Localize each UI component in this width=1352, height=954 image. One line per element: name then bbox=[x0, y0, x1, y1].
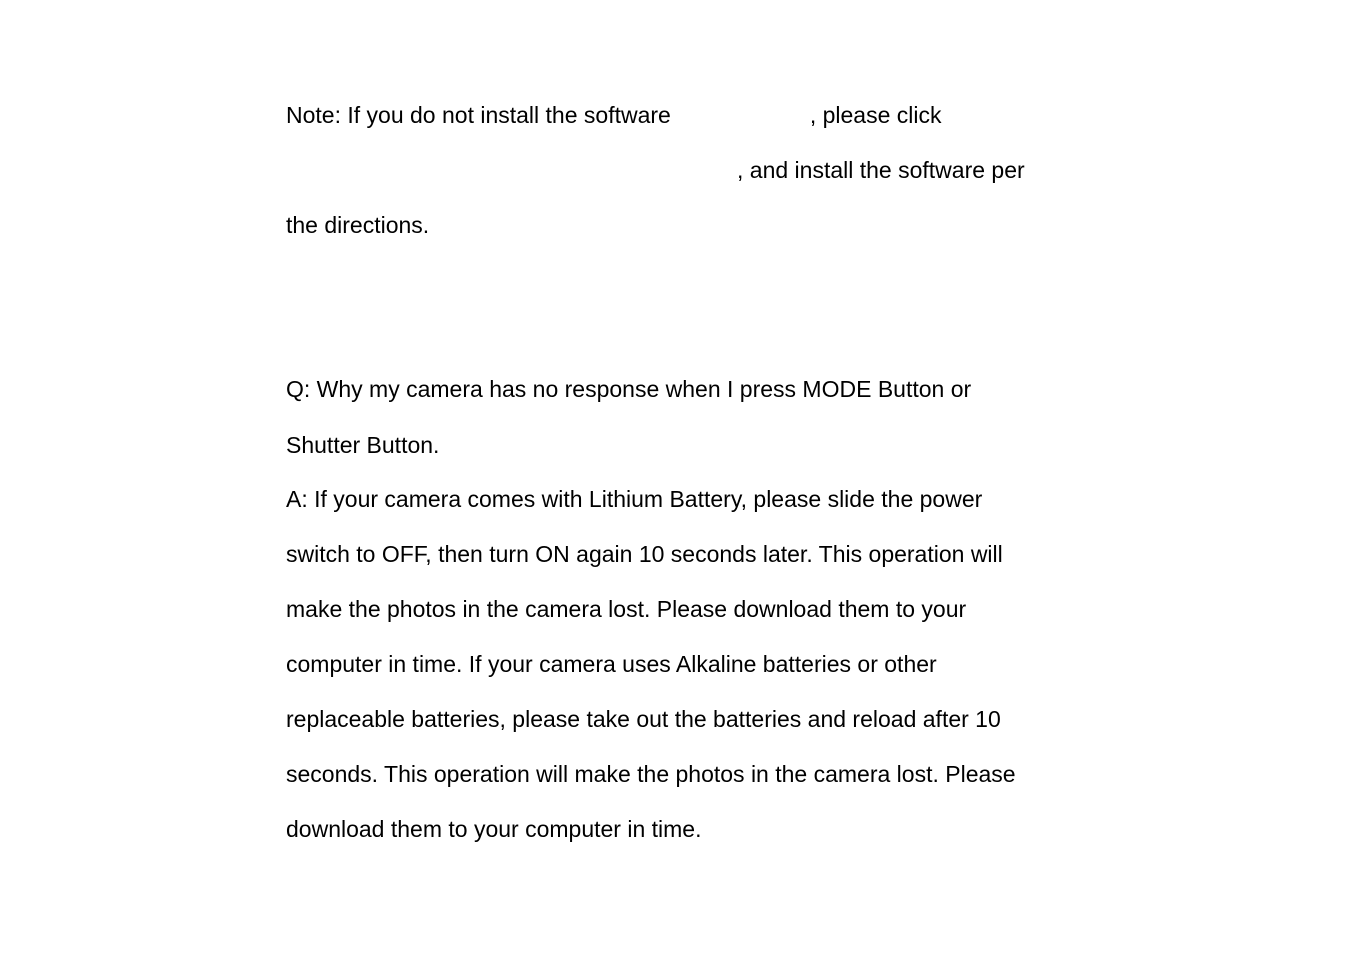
note-line-1 bbox=[286, 101, 942, 129]
answer-line: computer in time. If your camera uses Alkaline batteries or other bbox=[286, 651, 937, 677]
answer-line: replaceable batteries, please take out the batteries and reload after 10 bbox=[286, 706, 1001, 732]
note-line-2 bbox=[286, 156, 1025, 184]
answer-line: switch to OFF, then turn ON again 10 seconds later. This operation will bbox=[286, 541, 1003, 567]
note-line-3: the directions. bbox=[286, 212, 430, 238]
answer-line: make the photos in the camera lost. Please download them to your bbox=[286, 596, 967, 622]
answer-line: seconds. This operation will make the photos in the camera lost. Please bbox=[286, 761, 1016, 787]
note-text-click: , please click bbox=[809, 102, 942, 128]
note-text-start: Note: If you do not install the software bbox=[286, 102, 671, 128]
answer-line: download them to your computer in time. bbox=[286, 816, 702, 842]
answer-line: A: If your camera comes with Lithium Battery, please slide the power bbox=[286, 486, 983, 512]
question-line-1: Q: Why my camera has no response when I press MODE Button or bbox=[286, 376, 972, 402]
question-line-2: Shutter Button. bbox=[286, 432, 440, 458]
note-text-install: , and install the software per bbox=[737, 157, 1025, 183]
